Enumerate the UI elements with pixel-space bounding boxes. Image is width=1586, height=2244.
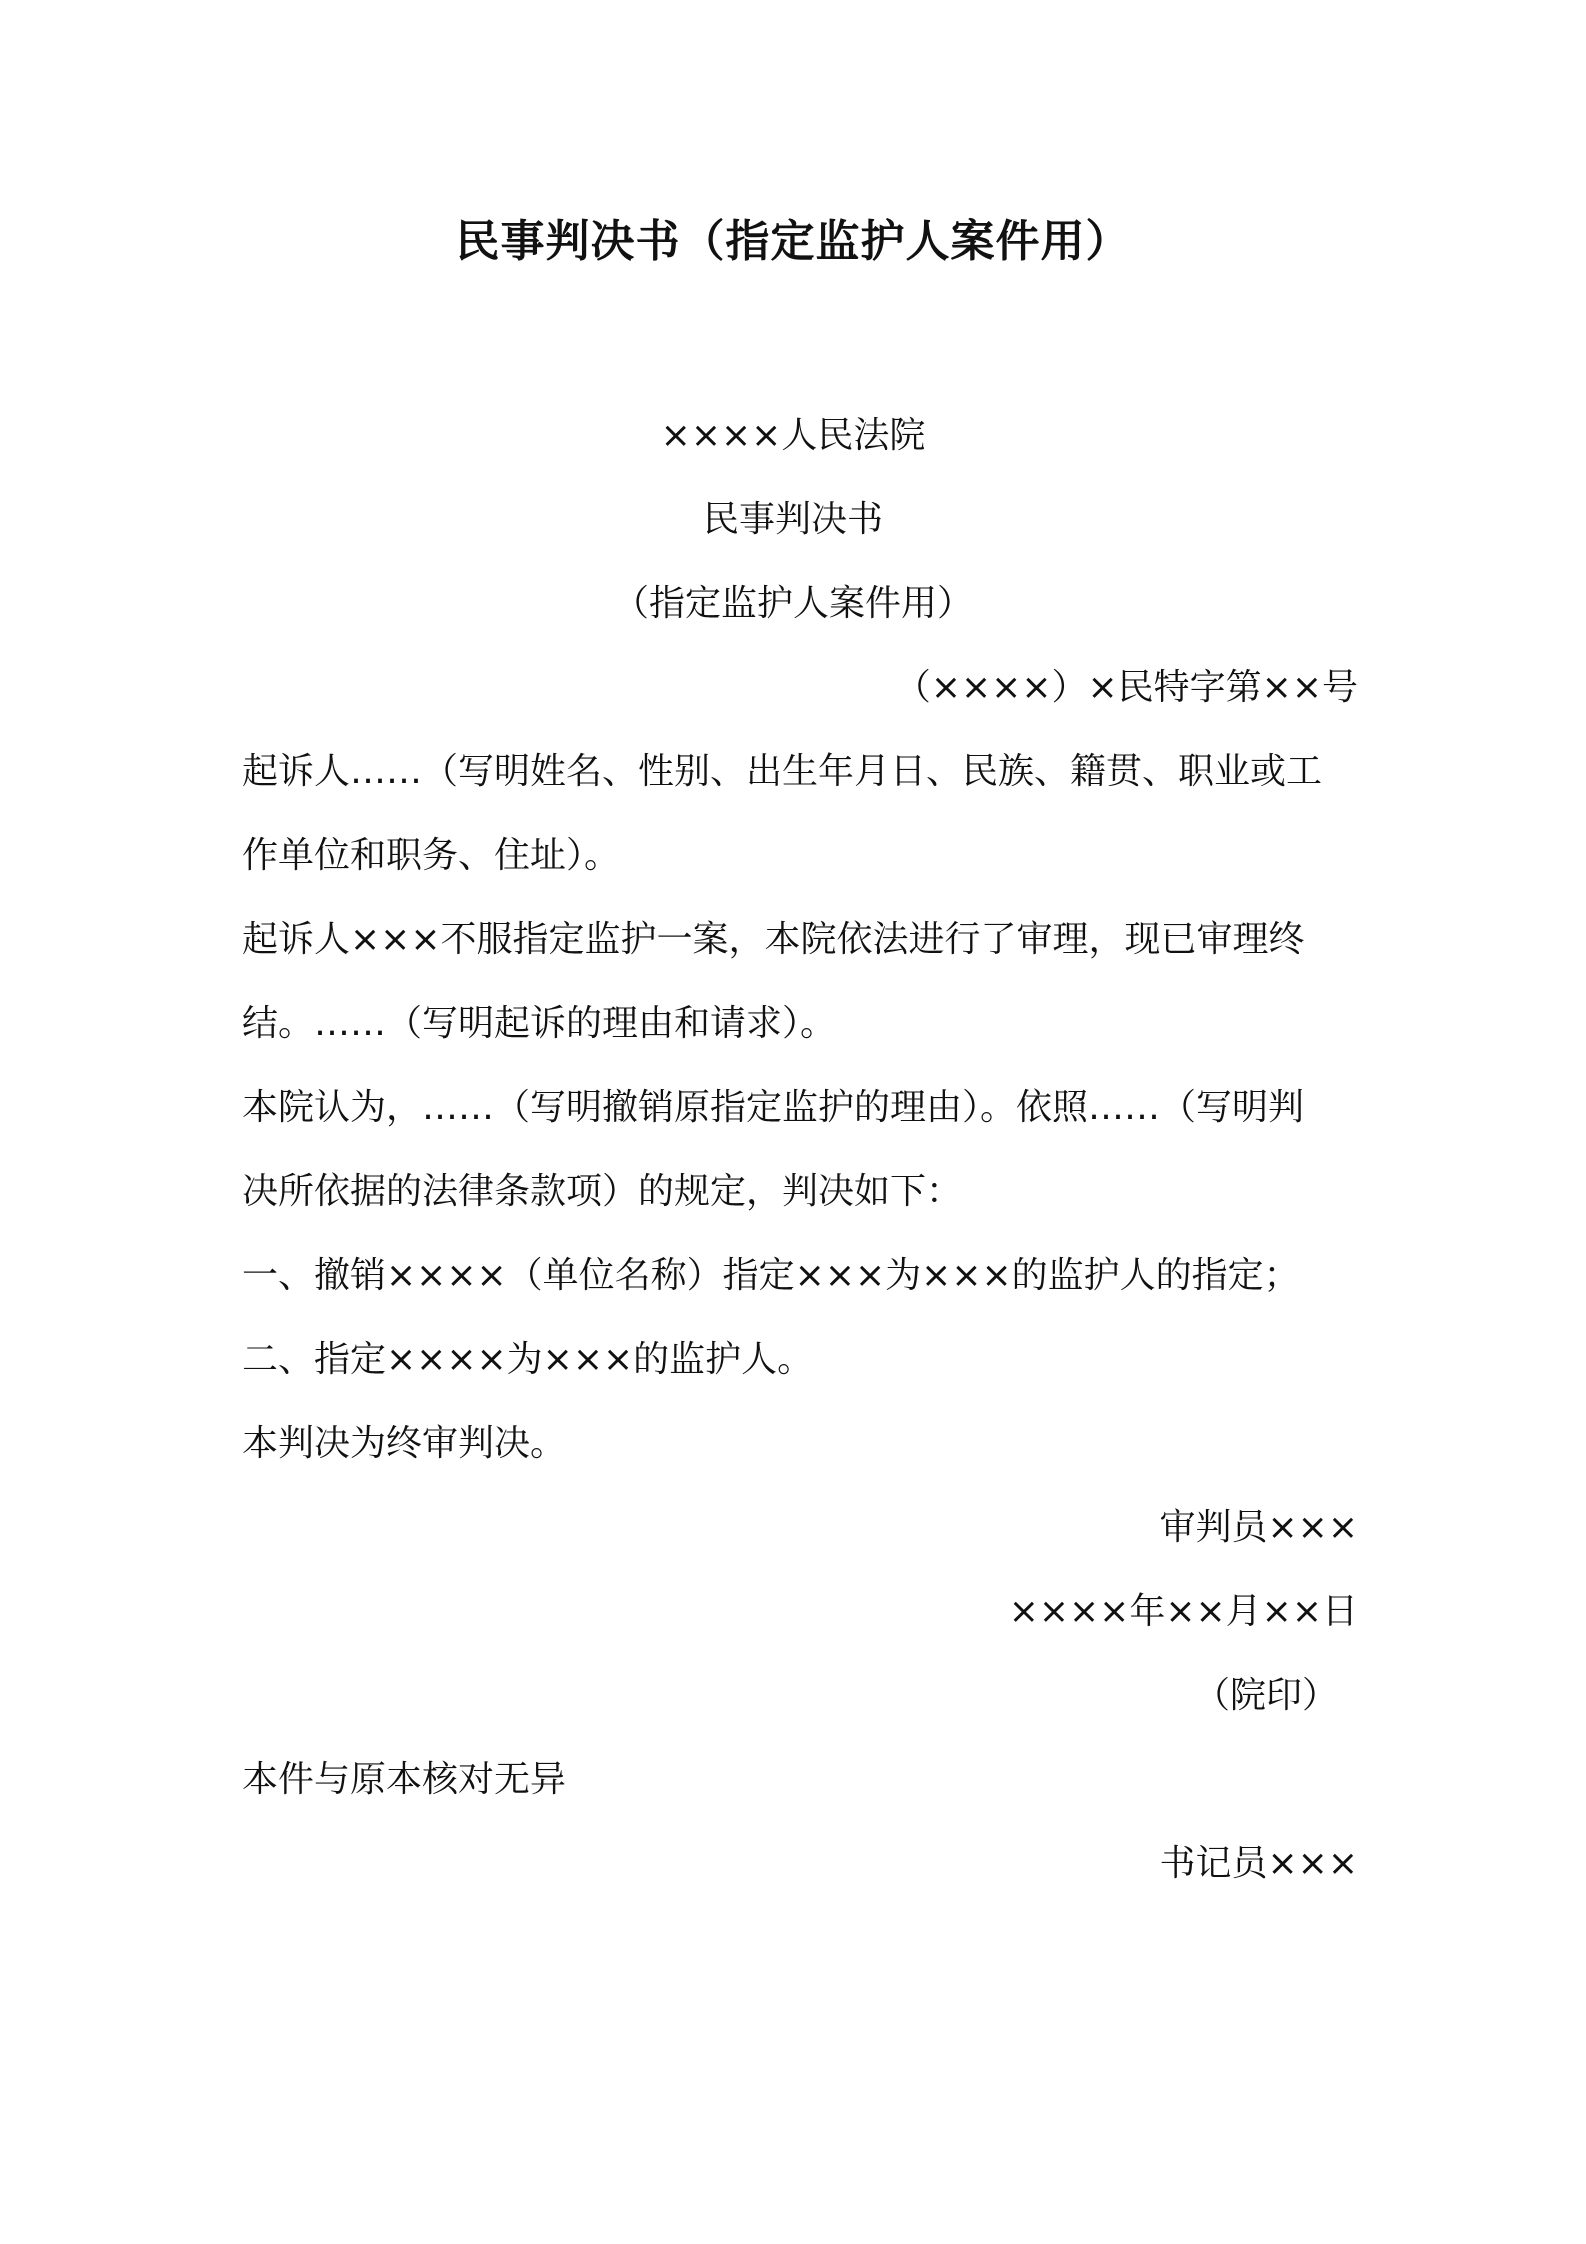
final-judgment-note: 本判决为终审判决。 — [242, 1423, 567, 1464]
judgment-date: ××××年××月××日 — [1008, 1591, 1358, 1632]
judgment-item: 一、撤销××××（单位名称）指定×××为×××的监护人的指定； — [242, 1255, 1300, 1296]
document-type: 民事判决书 — [702, 499, 883, 540]
verification-note: 本件与原本核对无异 — [242, 1759, 567, 1800]
body-line: 起诉人×××不服指定监护一案，本院依法进行了审理，现已审理终 — [242, 919, 1305, 960]
document-title: 民事判决书（指定监护人案件用） — [455, 216, 1131, 267]
body-line: 结。……（写明起诉的理由和请求）。 — [242, 1003, 837, 1044]
case-type: （指定监护人案件用） — [612, 583, 973, 624]
clerk-signature: 书记员××× — [1159, 1843, 1358, 1884]
court-name: ××××人民法院 — [660, 415, 926, 456]
court-seal: （院印） — [1193, 1675, 1338, 1716]
body-line: 作单位和职务、住址）。 — [242, 835, 621, 876]
case-number: （××××）×民特字第××号 — [894, 667, 1358, 708]
body-line: 起诉人……（写明姓名、性别、出生年月日、民族、籍贯、职业或工 — [242, 751, 1323, 792]
body-line: 本院认为，……（写明撤销原指定监护的理由）。依照……（写明判 — [242, 1087, 1305, 1128]
judge-signature: 审判员××× — [1159, 1507, 1358, 1548]
body-line: 决所依据的法律条款项）的规定，判决如下： — [242, 1171, 963, 1212]
judgment-item: 二、指定××××为×××的监护人。 — [242, 1339, 814, 1380]
